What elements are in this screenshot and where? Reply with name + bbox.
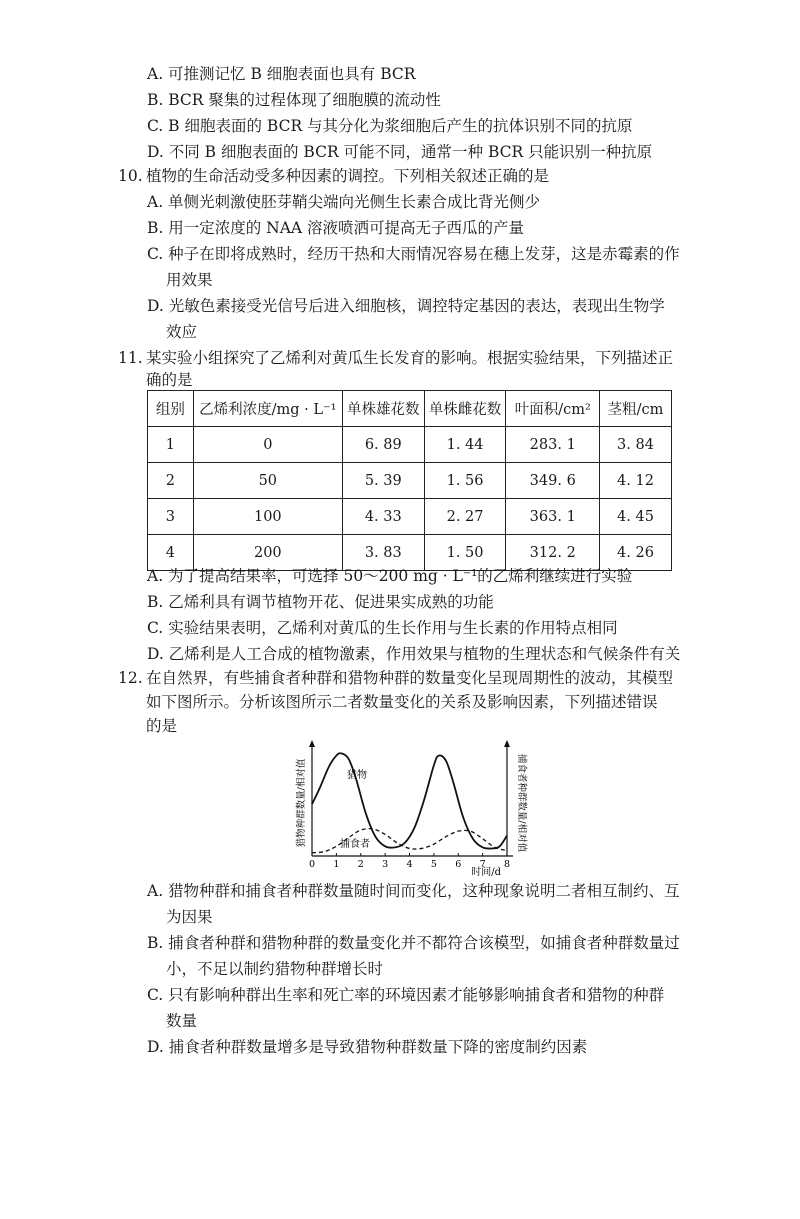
q10-option-c: C. 种子在即将成熟时，经历干热和大雨情况容易在穗上发芽，这是赤霉素的作 <box>147 245 680 263</box>
y-axis-right-arrow <box>504 740 510 747</box>
table-cell: 1. 50 <box>424 535 506 571</box>
q11-option-d: D. 乙烯利是人工合成的植物激素，作用效果与植物的生理状态和气候条件有关 <box>147 645 681 663</box>
table-header-cell: 叶面积/cm² <box>506 391 600 427</box>
table-cell: 1. 44 <box>424 427 506 463</box>
q10-option-d-cont: 效应 <box>166 323 198 341</box>
x-tick-label: 6 <box>455 859 462 870</box>
q12-option-a: A. 猎物种群和捕食者种群数量随时间而变化，这种现象说明二者相互制约、互 <box>147 882 680 900</box>
x-tick-label: 3 <box>382 859 389 870</box>
q9-option-b: B. BCR 聚集的过程体现了细胞膜的流动性 <box>147 91 441 109</box>
table-row <box>148 535 672 571</box>
q10-option-d: D. 光敏色素接受光信号后进入细胞核，调控特定基因的表达，表现出生物学 <box>147 297 665 315</box>
table-header-cell: 乙烯利浓度/mg · L⁻¹ <box>193 391 342 427</box>
x-tick-label: 0 <box>308 859 316 870</box>
q11-option-c: C. 实验结果表明，乙烯利对黄瓜的生长作用与生长素的作用特点相同 <box>147 619 618 637</box>
table-cell: 3. 84 <box>600 427 672 463</box>
table-cell: 5. 39 <box>342 463 424 499</box>
y-axis-label-left: 猎物种群数量/相对值 <box>296 758 307 848</box>
q12-stem: 在自然界，有些捕食者种群和猎物种群的数量变化呈现周期性的波动，其模型 <box>146 669 674 687</box>
q11-stem: 某实验小组探究了乙烯利对黄瓜生长发育的影响。根据实验结果，下列描述正 <box>146 349 674 367</box>
table-cell: 4. 12 <box>600 463 672 499</box>
q12-option-b: B. 捕食者种群和猎物种群的数量变化并不都符合该模型，如捕食者种群数量过 <box>147 934 680 952</box>
q11-stem-cont: 确的是 <box>146 371 193 389</box>
x-tick-label: 4 <box>406 859 413 870</box>
q11-number: 11. <box>118 349 143 367</box>
table-cell: 6. 89 <box>342 427 424 463</box>
q10-option-a: A. 单侧光刺激使胚芽鞘尖端向光侧生长素合成比背光侧少 <box>147 193 541 211</box>
table-cell: 3 <box>148 499 194 535</box>
table-header-row <box>148 391 672 427</box>
table-cell: 4. 33 <box>342 499 424 535</box>
table-row <box>148 499 672 535</box>
table-cell: 3. 83 <box>342 535 424 571</box>
table-cell: 2 <box>148 463 194 499</box>
q10-option-b: B. 用一定浓度的 NAA 溶液喷洒可提高无子西瓜的产量 <box>147 219 525 237</box>
q12-stem-cont-1: 如下图所示。分析该图所示二者数量变化的关系及影响因素，下列描述错误 <box>146 693 658 711</box>
x-tick-label: 5 <box>430 859 437 870</box>
q12-option-b-cont: 小，不足以制约猎物种群增长时 <box>166 960 384 978</box>
y-axis-label-right: 捕食者种群数量/相对值 <box>516 753 527 853</box>
y-axis-left-arrow <box>309 740 315 747</box>
table-header-cell: 单株雌花数 <box>424 391 506 427</box>
q10-stem: 植物的生命活动受多种因素的调控。下列相关叙述正确的是 <box>146 167 550 185</box>
series-label-predator: 捕食者 <box>340 839 370 850</box>
table-header-cell: 茎粗/cm <box>600 391 672 427</box>
x-tick-label: 8 <box>503 859 511 870</box>
series-label-prey: 猎物 <box>347 770 367 781</box>
x-tick-label: 7 <box>479 859 486 870</box>
q12-number: 12. <box>118 669 143 687</box>
table-row <box>148 463 672 499</box>
table-cell: 312. 2 <box>506 535 600 571</box>
q10-number: 10. <box>118 167 143 185</box>
q12-option-c: C. 只有影响种群出生率和死亡率的环境因素才能够影响捕食者和猎物的种群 <box>147 986 665 1004</box>
q9-option-d: D. 不同 B 细胞表面的 BCR 可能不同，通常一种 BCR 只能识别一种抗原 <box>147 143 653 161</box>
table-header-cell: 单株雄花数 <box>342 391 424 427</box>
q12-stem-cont-2: 的是 <box>146 717 178 735</box>
table-cell: 4 <box>148 535 194 571</box>
x-axis-label: 时间/d <box>471 867 501 878</box>
table-cell: 2. 27 <box>424 499 506 535</box>
q9-option-c: C. B 细胞表面的 BCR 与其分化为浆细胞后产生的抗体识别不同的抗原 <box>147 117 633 135</box>
table-cell: 283. 1 <box>506 427 600 463</box>
q12-option-c-cont: 数量 <box>166 1012 198 1030</box>
table-cell: 1 <box>148 427 194 463</box>
predator-prey-chart <box>285 738 530 878</box>
series-line-prey <box>312 753 507 848</box>
q11-option-b: B. 乙烯利具有调节植物开花、促进果实成熟的功能 <box>147 593 494 611</box>
x-tick-label: 1 <box>333 859 340 870</box>
table-cell: 200 <box>193 535 342 571</box>
q12-option-a-cont: 为因果 <box>166 908 213 926</box>
table-cell: 363. 1 <box>506 499 600 535</box>
x-tick-label: 2 <box>357 859 364 870</box>
table-cell: 4. 45 <box>600 499 672 535</box>
table-cell: 4. 26 <box>600 535 672 571</box>
table-header-cell: 组别 <box>148 391 194 427</box>
q9-option-a: A. 可推测记忆 B 细胞表面也具有 BCR <box>147 65 416 83</box>
table-cell: 349. 6 <box>506 463 600 499</box>
q11-option-a: A. 为了提高结果率，可选择 50～200 mg · L⁻¹的乙烯利继续进行实验 <box>147 567 633 585</box>
table-cell: 50 <box>193 463 342 499</box>
table-cell: 0 <box>193 427 342 463</box>
q10-option-c-cont: 用效果 <box>166 271 213 289</box>
q12-option-d: D. 捕食者种群数量增多是导致猎物种群数量下降的密度制约因素 <box>147 1038 588 1056</box>
table-row <box>148 427 672 463</box>
ethephon-table <box>147 390 672 571</box>
table-cell: 1. 56 <box>424 463 506 499</box>
table-cell: 100 <box>193 499 342 535</box>
